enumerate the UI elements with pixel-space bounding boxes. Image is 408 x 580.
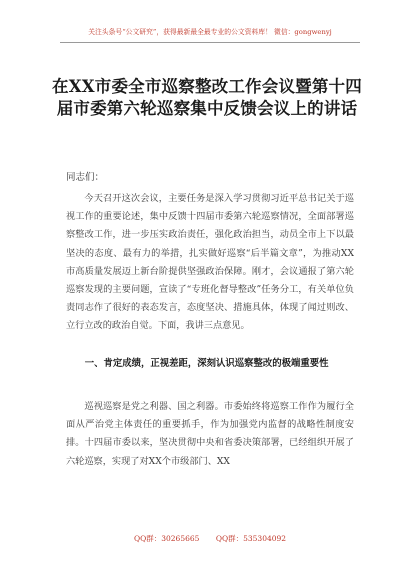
document-title: 在XX市委全市巡察整改工作会议暨第十四届市委第六轮巡察集中反馈会议上的讲话 xyxy=(52,77,362,118)
header-banner: 关注头条号“公文研究”，获得最新最全最专业的公文资料库！ 微信：gongwenyj xyxy=(88,28,332,36)
footer-contact xyxy=(100,534,320,544)
paragraph-intro: 今天召开这次会议，主要任务是深入学习贯彻习近平总书记关于巡视工作的重要论述，集中反馈十四届市委第六轮巡察情况，全面部署巡察整改工作，进一步压实政治责任，强化政治担当，动员全市上下以最坚决的态度、最有力的举措，扎实做好巡察“后半篇文章”，为推动XX市高质量发展迈上新台阶提供坚强政治保障。刚才，会议通报了第六轮巡察发现的主要问题，宣读了“专班化督导整改”任务分工，有关单位负责同志作了很好的表态发言，态度坚决、措施具体，体现了闻过则改、立行立改的政治自觉。下面，我讲三点意见。 xyxy=(66,193,354,332)
footer-qq-group-1: QQ群：30265665 xyxy=(133,534,200,543)
header-divider xyxy=(60,42,360,43)
footer-qq-group-2: QQ群：535304092 xyxy=(215,534,287,543)
paragraph-section-1: 巡视巡察是党之利器、国之利器。市委始终将巡察工作作为履行全面从严治党主体责任的重要抓手，作为加强党内监督的战略性制度安排。十四届市委以来，坚决贯彻中央和省委决策部署，已经组织开展了六轮巡察，实现了对XX个市级部门、XX xyxy=(66,401,354,467)
greeting: 同志们： xyxy=(66,172,105,183)
section-heading-1: 一、肯定成绩，正视差距，深刻认识巡察整改的极端重要性 xyxy=(84,358,329,369)
